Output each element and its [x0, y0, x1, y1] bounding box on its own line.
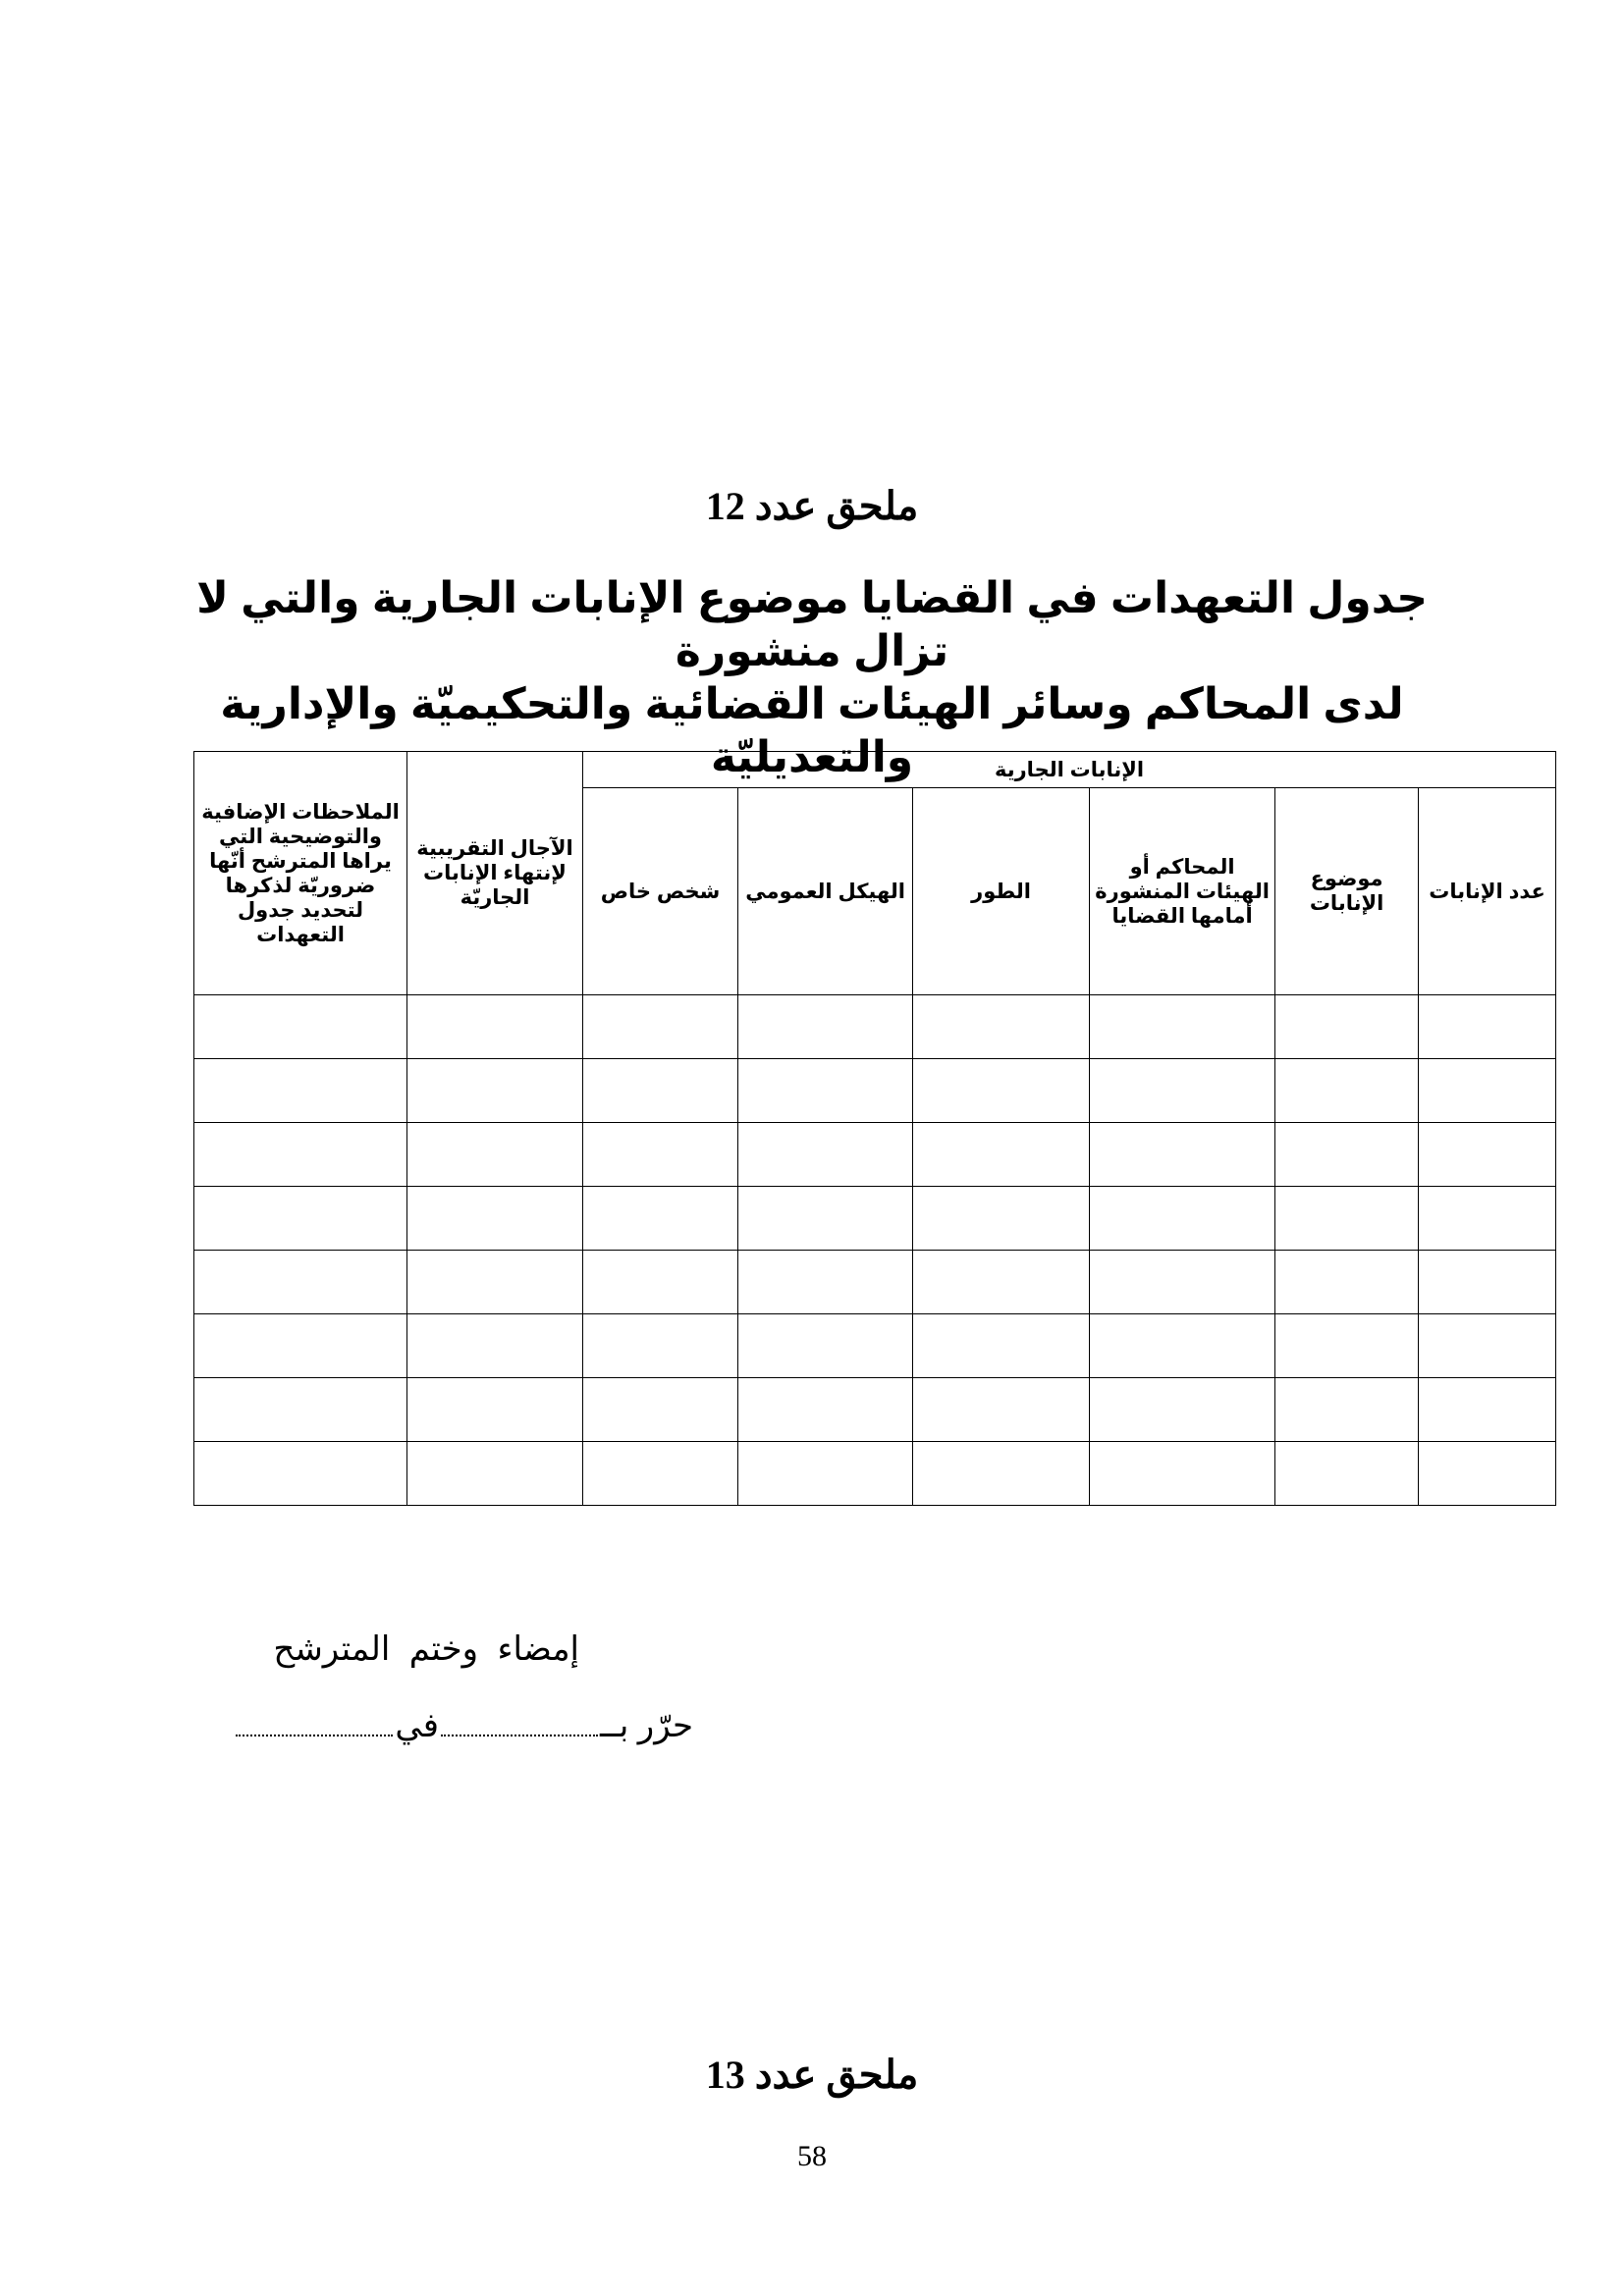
count-header: عدد الإنابات: [1419, 788, 1556, 995]
written-at-label: حرّر بــ: [599, 1707, 693, 1744]
table-row: [194, 1123, 1556, 1187]
table-row: [194, 995, 1556, 1059]
table-cell: [738, 1442, 913, 1506]
table-cell: [194, 1059, 407, 1123]
table-cell: [407, 995, 583, 1059]
table-cell: [194, 1314, 407, 1378]
table-cell: [913, 1251, 1090, 1314]
table-cell: [583, 1314, 738, 1378]
table-cell: [583, 1123, 738, 1187]
table-row: [194, 1187, 1556, 1251]
table-cell: [407, 1314, 583, 1378]
table-cell: [1419, 1059, 1556, 1123]
table-cell: [1090, 1187, 1275, 1251]
table-cell: [1090, 1059, 1275, 1123]
table-cell: [583, 1059, 738, 1123]
table-cell: [1275, 1251, 1419, 1314]
subject-header: موضوع الإنابات: [1275, 788, 1419, 995]
table-cell: [1275, 1314, 1419, 1378]
table-cell: [913, 1378, 1090, 1442]
table-cell: [1090, 1123, 1275, 1187]
remarks-header: الملاحظات الإضافية والتوضيحية التي يراها المترشح أنّها ضروريّة لذكرها لتحديد جدول التعهدات: [194, 752, 407, 995]
table-cell: [194, 995, 407, 1059]
table-cell: [1090, 1251, 1275, 1314]
table-row: [194, 1314, 1556, 1378]
table-cell: [1419, 1251, 1556, 1314]
table-cell: [407, 1378, 583, 1442]
table-cell: [583, 1187, 738, 1251]
private-person-header: شخص خاص: [583, 788, 738, 995]
table-cell: [738, 1314, 913, 1378]
table-cell: [738, 1187, 913, 1251]
table-cell: [1419, 1187, 1556, 1251]
table-cell: [194, 1378, 407, 1442]
signature-label: إمضاء وختم المترشح: [273, 1630, 579, 1668]
table-cell: [1090, 1314, 1275, 1378]
table-cell: [1090, 1442, 1275, 1506]
table-cell: [407, 1187, 583, 1251]
table-cell: [407, 1442, 583, 1506]
table-cell: [1275, 1442, 1419, 1506]
document-title-line-1: جدول التعهدات في القضايا موضوع الإنابات الجارية والتي لا تزال منشورة: [196, 574, 1428, 675]
table-row: [194, 1442, 1556, 1506]
table-cell: [913, 1123, 1090, 1187]
table-cell: [1419, 1123, 1556, 1187]
current-delegations-header: الإنابات الجارية: [583, 752, 1556, 788]
table-cell: [407, 1123, 583, 1187]
table-cell: [1275, 1187, 1419, 1251]
table-cell: [738, 1378, 913, 1442]
table-group-header-row: [194, 752, 1556, 788]
table-cell: [194, 1442, 407, 1506]
written-at-line: [232, 1706, 693, 1745]
page-number: 58: [797, 2140, 827, 2172]
stage-header: الطور: [913, 788, 1090, 995]
table-cell: [194, 1123, 407, 1187]
table-cell: [913, 1059, 1090, 1123]
table-cell: [1419, 1442, 1556, 1506]
table-cell: [738, 1123, 913, 1187]
table-cell: [738, 1251, 913, 1314]
table-cell: [913, 1187, 1090, 1251]
table-cell: [913, 1314, 1090, 1378]
commitments-table: [193, 751, 1556, 1506]
public-body-header: الهيكل العمومي: [738, 788, 913, 995]
table-cell: [913, 1442, 1090, 1506]
table-cell: [913, 995, 1090, 1059]
table-row: [194, 1059, 1556, 1123]
table-cell: [1419, 1314, 1556, 1378]
table-cell: [1275, 1378, 1419, 1442]
annex-12-heading: ملحق عدد 12: [705, 484, 919, 528]
table-cell: [1275, 1123, 1419, 1187]
table-cell: [1090, 1378, 1275, 1442]
table-cell: [583, 1251, 738, 1314]
written-in-label: في: [395, 1707, 439, 1744]
table-cell: [738, 1059, 913, 1123]
table-cell: [1419, 1378, 1556, 1442]
table-cell: [1275, 995, 1419, 1059]
table-cell: [583, 995, 738, 1059]
place-blank: [441, 1727, 598, 1736]
table-row: [194, 1251, 1556, 1314]
table-cell: [407, 1059, 583, 1123]
table-cell: [194, 1251, 407, 1314]
annex-13-heading: ملحق عدد 13: [705, 2053, 919, 2097]
table-cell: [583, 1378, 738, 1442]
table-cell: [738, 995, 913, 1059]
document-title-line-2: لدى المحاكم وسائر الهيئات القضائية والتحكيميّة والإدارية والتعديليّة: [220, 680, 1404, 781]
table-row: [194, 1378, 1556, 1442]
table-cell: [583, 1442, 738, 1506]
courts-header: المحاكم أو الهيئات المنشورة أمامها القضايا: [1090, 788, 1275, 995]
table-cell: [1090, 995, 1275, 1059]
deadlines-header: الآجال التقريبية لإنتهاء الإنابات الجاريّة: [407, 752, 583, 995]
table-cell: [194, 1187, 407, 1251]
table-cell: [407, 1251, 583, 1314]
table-body: [194, 995, 1556, 1506]
table-cell: [1275, 1059, 1419, 1123]
date-blank: [236, 1727, 393, 1736]
table-cell: [1419, 995, 1556, 1059]
